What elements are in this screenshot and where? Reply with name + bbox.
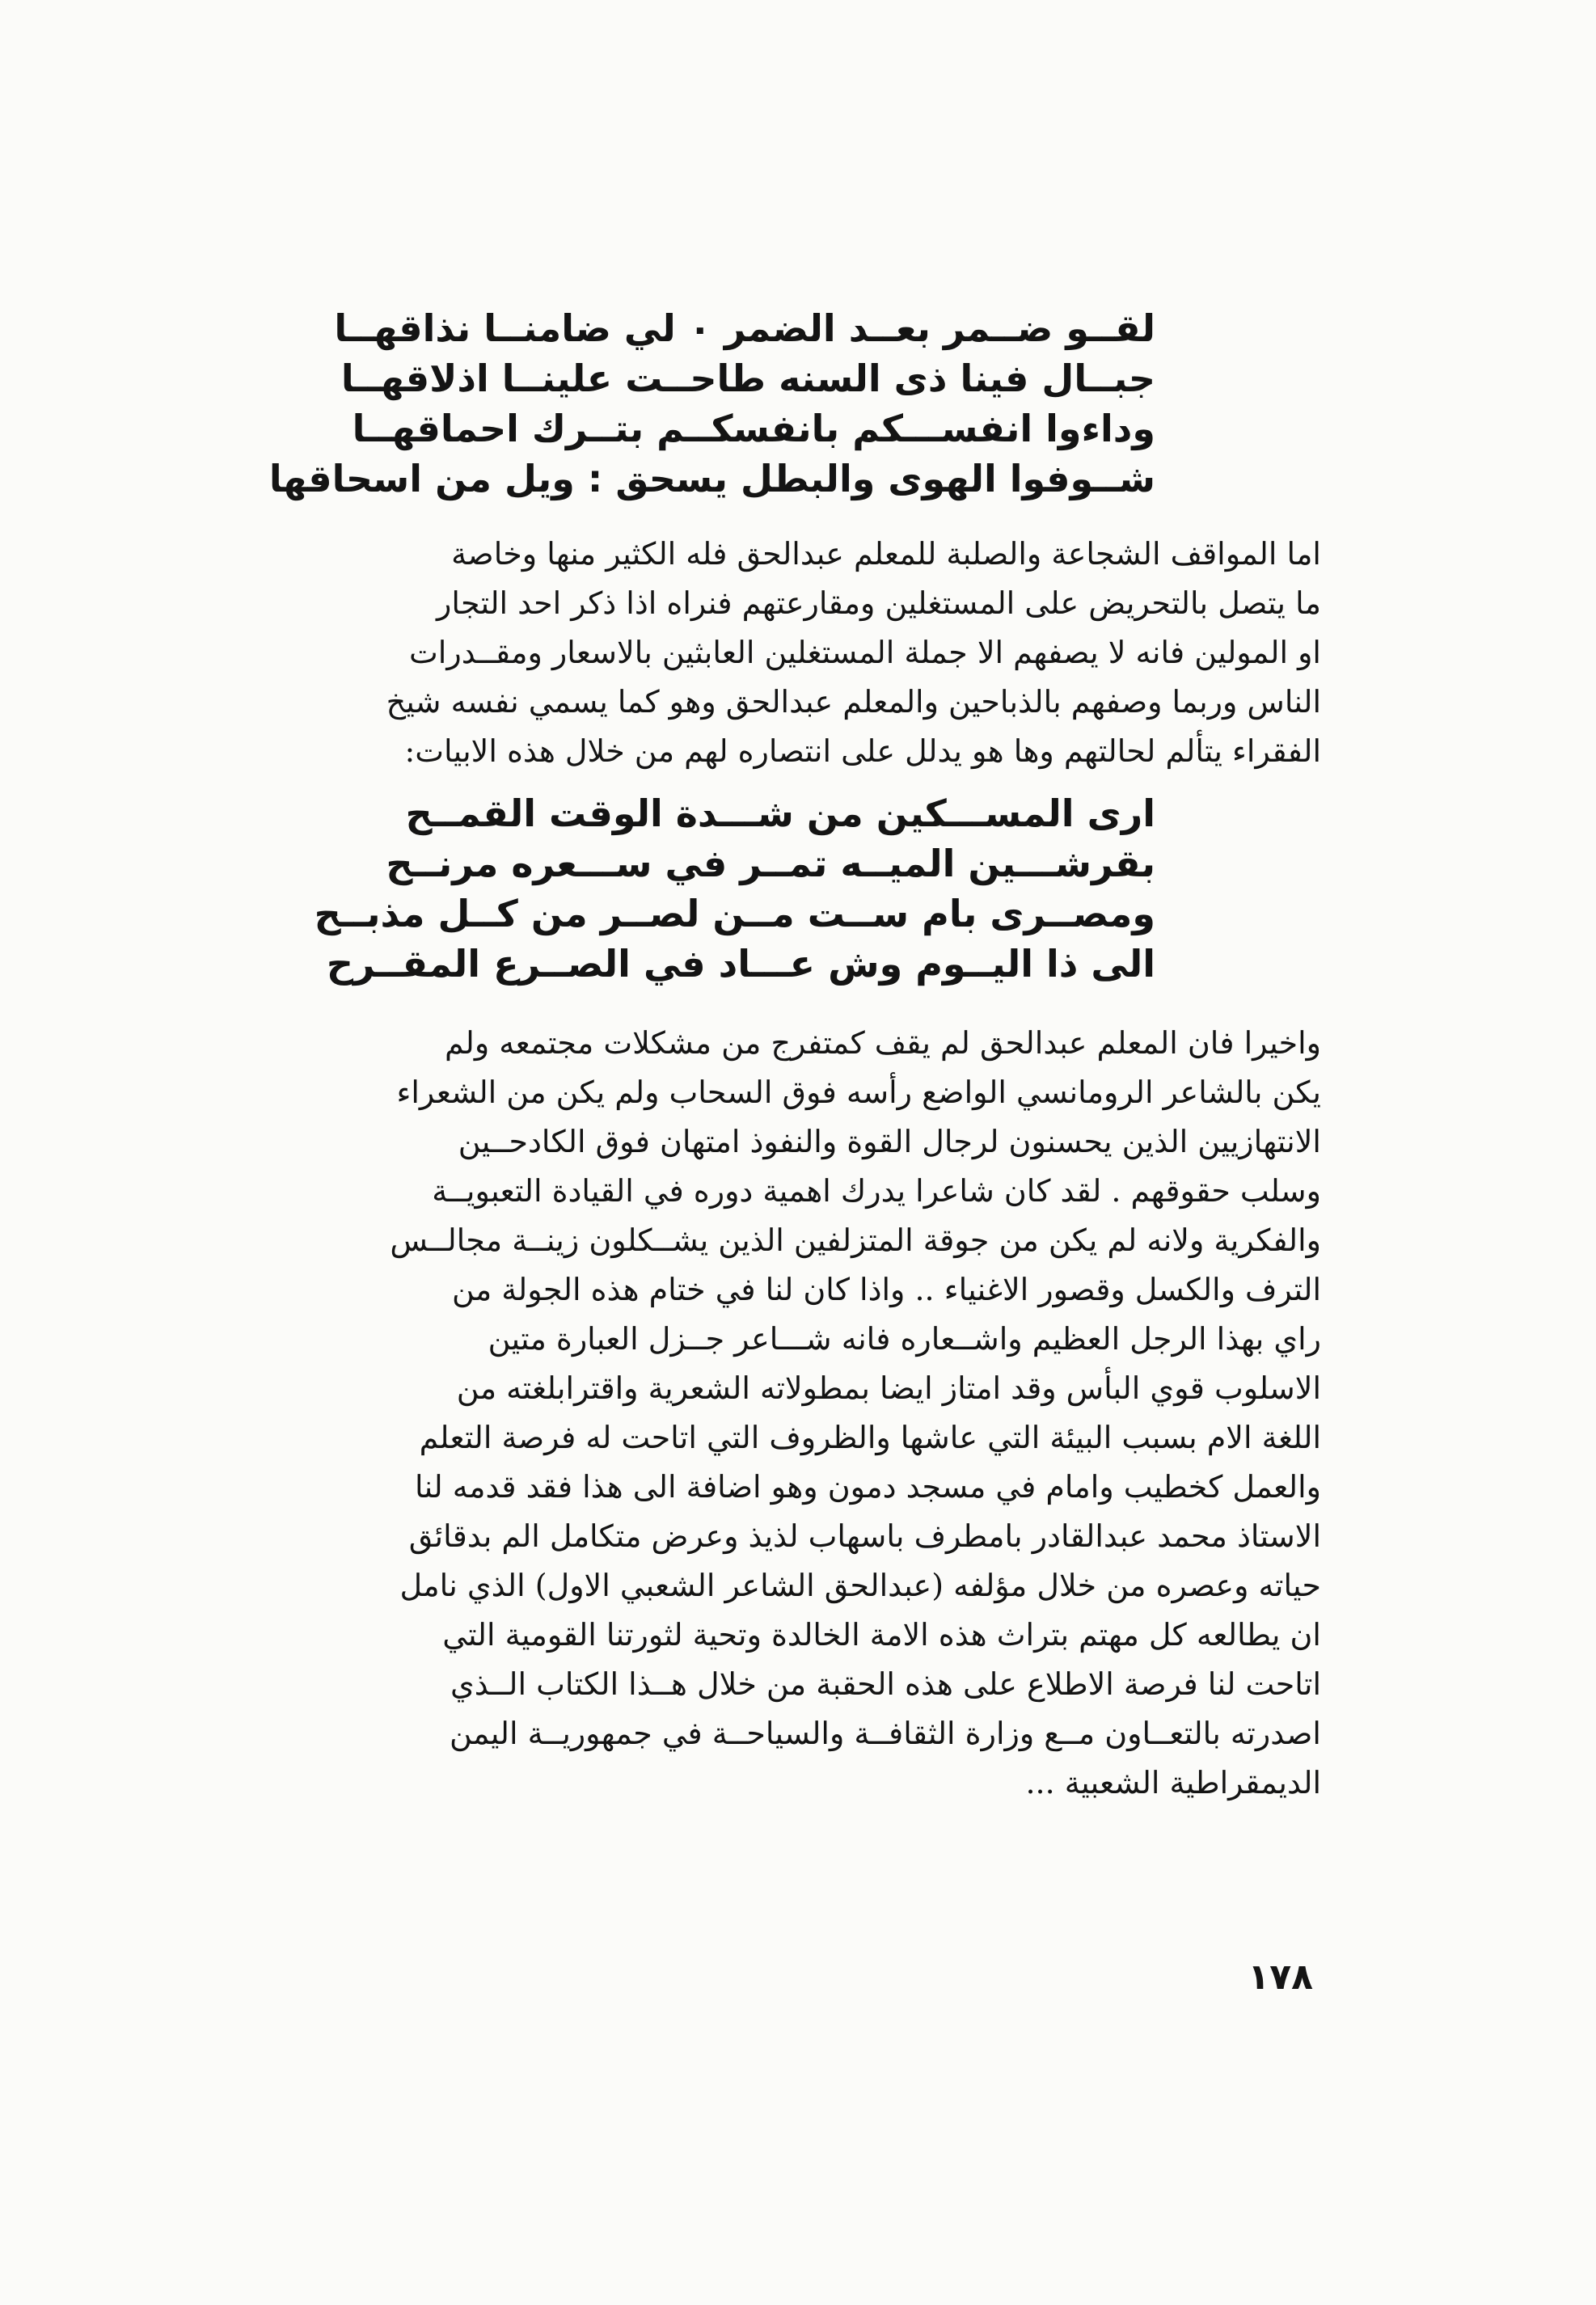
- text-line: الناس وربما وصفهم بالذباحين والمعلم عبدالحق وهو كما يسمي نفسه شيخ: [386, 684, 1321, 720]
- text-line: الفقراء يتألم لحالتهم وها هو يدلل على انتصاره لهم من خلال هذه الابيات:: [404, 733, 1321, 769]
- poem-line: جبــال فينا ذى السنه طاحــت علينــا اذلاقهــا: [340, 357, 1155, 400]
- text-line: الاسلوب قوي البأس وقد امتاز ايضا بمطولاته الشعرية واقترابلغته من: [456, 1370, 1321, 1406]
- text-line: واخيرا فان المعلم عبدالحق لم يقف كمتفرج من مشكلات مجتمعه ولم: [444, 1025, 1321, 1061]
- text-line: او المولين فانه لا يصفهم الا جملة المستغلين العابثين بالاسعار ومقــدرات: [409, 635, 1321, 670]
- poem-block-2: [314, 788, 1155, 989]
- poem-line: شــوفوا الهوى والبطل يسحق : ويل من اسحاقها: [268, 457, 1155, 500]
- text-line: اتاحت لنا فرصة الاطلاع على هذه الحقبة من خلال هــذا الكتاب الــذي: [450, 1666, 1321, 1702]
- poem-block-1: [268, 303, 1155, 504]
- paragraph-2: [270, 1019, 1321, 1808]
- text-line: اما المواقف الشجاعة والصلبة للمعلم عبدالحق فله الكثير منها وخاصة: [451, 536, 1321, 572]
- text-line: حياته وعصره من خلال مؤلفه (عبدالحق الشاعر الشعبي الاول) الذي نامل: [399, 1568, 1321, 1603]
- text-line: وسلب حقوقهم . لقد كان شاعرا يدرك اهمية دوره في القيادة التعبويــة: [432, 1173, 1321, 1209]
- text-line: اصدرته بالتعــاون مــع وزارة الثقافــة والسياحــة في جمهوريــة اليمن: [450, 1716, 1321, 1751]
- text-line: الاستاذ محمد عبدالقادر بامطرف باسهاب لذيذ وعرض متكامل الم بدقائق: [408, 1518, 1321, 1554]
- poem-line: الى ذا اليــوم وش عـــاد في الصــرع المقــرح: [326, 942, 1155, 986]
- text-line: الترف والكسل وقصور الاغنياء .. واذا كان لنا في ختام هذه الجولة من: [451, 1272, 1321, 1307]
- text-line: الديمقراطية الشعبية ...: [1025, 1765, 1321, 1801]
- text-line: والعمل كخطيب وامام في مسجد دمون وهو اضافة الى هذا فقد قدمه لنا: [415, 1469, 1321, 1505]
- text-line: راي بهذا الرجل العظيم واشــعاره فانه شـــاعر جــزل العبارة متين: [488, 1321, 1321, 1357]
- text-line: ان يطالعه كل مهتم بتراث هذه الامة الخالدة وتحية لثورتنا القومية التي: [442, 1617, 1321, 1653]
- text-line: يكن بالشاعر الرومانسي الواضع رأسه فوق السحاب ولم يكن من الشعراء: [396, 1074, 1321, 1110]
- text-line: الانتهازيين الذين يحسنون لرجال القوة والنفوذ امتهان فوق الكادحــين: [458, 1124, 1321, 1159]
- text-line: ما يتصل بالتحريض على المستغلين ومقارعتهم فنراه اذا ذكر احد التجار: [437, 585, 1321, 621]
- paragraph-1: [270, 530, 1321, 776]
- poem-line: ومصــرى بام ســت مــن لصــر من كــل مذبــح: [314, 892, 1155, 935]
- poem-line: ارى المســـكين من شـــدة الوقت القمــح: [405, 792, 1155, 835]
- poem-line: وداءوا انفســـكم بانفسكــم بتــرك احماقهــا: [352, 407, 1155, 450]
- poem-line: لقــو ضــمر بعــد الضمر ٠ لي ضامنــا نذاقهــا: [334, 306, 1155, 350]
- text-line: اللغة الام بسبب البيئة التي عاشها والظروف التي اتاحت له فرصة التعلم: [419, 1420, 1321, 1455]
- poem-line: بقرشـــين الميــه تمــر في ســـعره مرنــح: [386, 842, 1155, 885]
- page-number: ١٧٨: [1248, 1957, 1313, 1998]
- text-line: والفكرية ولانه لم يكن من جوقة المتزلفين الذين يشــكلون زينــة مجالــس: [390, 1222, 1321, 1258]
